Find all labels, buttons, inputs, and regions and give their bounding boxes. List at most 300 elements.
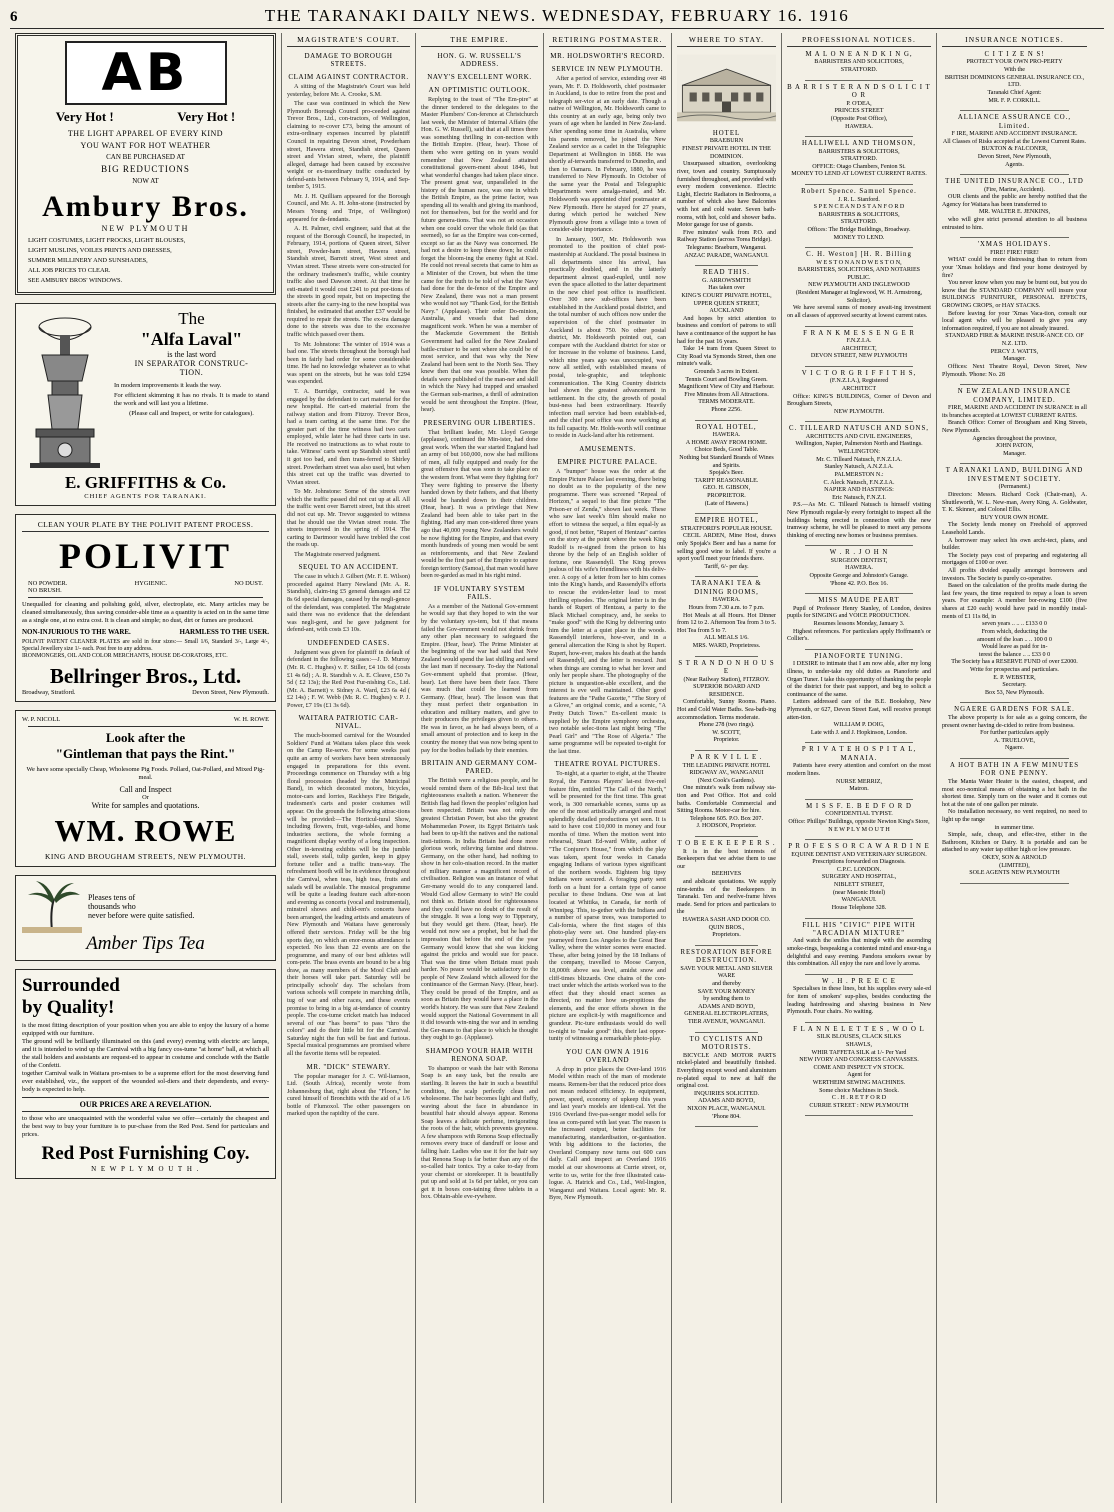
- column-body-where-to-stay: [677, 130, 776, 1127]
- ad-divider: [805, 366, 913, 367]
- redpost-p2: The ground will be brilliantly illuminated on this (and every) evening with electric arc lamps, and it is intended to wind up the Carnival with a big fancy cos-tume "at home" ball, at which all the stall holders and assistants are request-ed to appear in costume and conclude with the Battle of the Confetti.: [22, 1037, 269, 1069]
- classified-ad-line: Telephone 605. P.O. Box 207.: [689, 815, 764, 822]
- classified-ad-line: SURGERY AND HOSPITAL,: [821, 874, 897, 881]
- classified-ad-line: ADAMS AND BOYD,: [698, 1098, 755, 1105]
- column-retiring-postmaster: [544, 33, 672, 1503]
- classified-ad-line: N E W P L Y M O U T H: [828, 826, 890, 833]
- classified-ad[interactable]: [677, 660, 776, 745]
- classified-ad-line: C. Aleck Natusch, F.N.Z.I.A.: [823, 479, 895, 486]
- classified-ad[interactable]: [677, 1036, 776, 1121]
- classified-ad-title: FILL HIS "CIVIC" PIPE WITH "ARCADIAN MIXTURE": [802, 921, 916, 937]
- column-head-magistrates: MAGISTRATE'S COURT.: [287, 35, 410, 47]
- alfa-the: The: [178, 308, 205, 328]
- classified-ad[interactable]: [942, 114, 1087, 169]
- classified-ad-title: TO CYCLISTS AND MOTORISTS.: [689, 1035, 764, 1052]
- article-subhead: DAMAGE TO BOROUGH STREETS.: [304, 52, 393, 68]
- classified-ad-line: NIXON PLACE, WANGANUI.: [687, 1105, 766, 1112]
- classified-ad-line: INQUIRIES SOLICITED.: [694, 1090, 759, 1097]
- article-paragraph: A "bumper" house was the order at the Empire Picture Palace last evening, there being no doubt as to the popularity of the new programme. There was screened "Repeal of Horizon," a sequel to that fine picture "The Prison-er of Zenda," shown last week. These who saw last week's film should make no effort to witness the sequel, a film equal-ly as good, if not better, "Rupert of Hentzau" carries on the story at the point where the week King Rudolf is re-signed from the prison to his throne by the help of an English soldier of fortune, one Rassendyll. The King proves jealous of his wife's friendliness with his deliv-erer. A copy of a letter from her to him comes into the King's hands, and Rassendyll's efforts to rescue the eviden-letter lead to most thrilling episodes. The original letter is in the hands of Rupert of Hentzau, a party to the Black Michael conspiracy, and, he seeks to "make good" with the King by delivering unto him the letter at a quiet place in the woods. Rassendyll interferes, how-ever, and in a general altercation the King is shot by Rupert. Rupert, how-ever, makes his death at the hands of Rassendyll, and the letter is rescued. Just when things are coming to what her lover and only her people share. The photography of the picture is unquestion-able excellent, and the interest is eve well maintained. Other good features are the "Pathe Gazette," "The Story of a Glove," an original comic, and a scenic, "A Pretty Dutch Town." Ex-cellent music is supplied by the Empire symphony orchestra, two notable selec-tions last night being "The Pearl Girl" and "The Rose of Algeria." The same programme will be repeated to-night for the last time.: [549, 468, 667, 755]
- classified-ad-line: Grounds 3 acres in Extent.: [694, 369, 759, 376]
- article-paragraph: The case in which J. Gilbert (Mr. F. E. Wilson) proceeded against Harry Newland (Mr. A. R. Standish), claim-ing £5 general damages and £2 8s 6d special damages, caused by the negli-gence of the defendant, was completed. The Magistrate said there was no evidence that the defendant was negli-gent, and he gave judgment for defend-ant, with costs £3 10s.: [287, 573, 410, 634]
- classified-ad[interactable]: [942, 241, 1087, 379]
- classified-ad-title: W . R . J O H N: [829, 549, 889, 557]
- ad-divider: [960, 237, 1069, 238]
- article-subhead: IF VOLUNTARY SYSTEM FAILS.: [434, 584, 525, 601]
- article-subhead: WAITARA PATRIOTIC CAR-NIVAL.: [298, 714, 399, 731]
- classified-ad-line: Before leaving for your 'Xmas Vaca-tion, consult our local agent who will be pleased to give you any information required, if you are not already insured.: [942, 310, 1087, 332]
- classified-ad-title: B A R R I S T E R A N D S O L I C I T O R: [787, 83, 931, 100]
- classified-ad-line: PROPRIETOR.: [707, 493, 746, 500]
- classified-ad[interactable]: [787, 330, 931, 361]
- classified-ad-line: RIDGWAY AV., WANGANUI: [689, 770, 764, 777]
- classified-ad[interactable]: [787, 251, 931, 320]
- classified-ad[interactable]: [787, 803, 931, 834]
- classified-ad-title: C. TILLEARD NATUSCH AND SONS,: [789, 425, 929, 433]
- classified-ad-line: Five minutes' walk from P.O. and Railway Station (across Torea Bridge).: [677, 229, 776, 244]
- classified-ad-line: amount of the loan .. .. 100 0 0: [977, 636, 1052, 643]
- classified-ad-title: T O B E E K E E P E R S .: [677, 840, 776, 848]
- polivit-c1: NO POWDER.: [28, 579, 68, 587]
- classified-ad-line: E. P. WEBSTER,: [993, 674, 1036, 681]
- classified-ad-line: WILLIAM P. DOIG,: [833, 722, 885, 729]
- ambury-line1: THE LIGHT APPAREL OF EVERY KIND: [67, 129, 224, 138]
- ad-divider: [805, 799, 913, 800]
- classified-ad-line: PALMERSTON N.:: [834, 471, 884, 478]
- article-subhead: SERVICE IN NEW PLYMOUTH.: [551, 65, 664, 73]
- classified-ad[interactable]: [787, 922, 931, 969]
- classified-ad[interactable]: [942, 467, 1087, 697]
- classified-ad-line: Proprietors.: [712, 932, 741, 939]
- classified-ad-line: Phone 2256.: [711, 407, 742, 414]
- redpost-firm: Red Post Furnishing Coy.: [41, 1142, 250, 1164]
- classified-ad-line: who will give strict personal attention to all business entrusted to him.: [942, 217, 1087, 231]
- classified-ad-line: NAPIER AND HASTINGS:: [824, 487, 894, 494]
- classified-ad-line: ARCHITECT: [841, 385, 877, 392]
- classified-ad-line: Agent for: [847, 1072, 871, 1079]
- classified-ad-line: MONEY TO LEND AT LOWEST CURRENT RATES.: [791, 171, 927, 178]
- classified-ad-line: Prescriptions forwarded on Diagnosis.: [812, 859, 906, 866]
- classified-ad-line: The Manta Water Heater is the easiest, cheapest, and most eco-nomical means of obtaining a hot bath in the shortest time. Simply turn on the water and it comes out hot at the rate of one gallon per minute.: [942, 778, 1087, 808]
- classified-ad[interactable]: [787, 746, 931, 793]
- classified-ad-line: Hours from 7.30 a.m. to 7 p.m.: [688, 604, 765, 611]
- classified-ad-line: W E S T O N A N D W E S T O N,: [816, 259, 902, 266]
- alfa-p1: In modern improvements it leads the way.: [114, 381, 222, 389]
- classified-ad-line: Opposite George and Johnston's Garage.: [809, 573, 909, 580]
- ad-divider: [805, 742, 913, 743]
- classified-ad[interactable]: [787, 549, 931, 588]
- polivit-addr2: Devon Street, New Plymouth.: [192, 688, 269, 696]
- classified-ad-title: TARANAKI TEA & DINING ROOMS,: [691, 580, 762, 596]
- classified-ad-line: C . H . R E T F O R D: [831, 1095, 887, 1102]
- classified-ad-line: Taranaki Chief Agent:: [987, 89, 1042, 96]
- classified-ad-title: C. H. Weston] [H. R. Billing: [806, 251, 912, 259]
- alfa-name: "Alfa Laval": [140, 328, 243, 349]
- classified-ad-title: HOTEL: [712, 130, 741, 137]
- classified-ad-line: UPPER QUEEN STREET, AUCKLAND: [693, 300, 760, 315]
- classified-ad-line: HAWERA.: [845, 565, 873, 572]
- article-paragraph: To-night, at a quarter to eight, at the Theatre Royal, the Famous Players' lat-est five-reel feature film, entitled "The Call of the North," will be presented for the first time. This great work, is 300 remarkable scenes, sums up as one of the most artistically arranged and most splendidly detailed productions yet seen. It is said to have cost £10,000 in money and four months of time. When the motion went into rehearsal, Stuart Ed-ward White, author of "The Conjurer's House," from which the play was taken, spent four weeks in Canada engaging Indians of various types significant of the northern woods. Eighteen big tipsy Indians were secured. A foraging party sent forth on a hunt for a certain type of canoe peculiar to these Indians. One was at last located at Whitika, in Canada, far north of Winnipeg. This, to-gether with the Indians and a number of sparse trees, was transported to Cali-fornia, where the first stages of this photo-play were set. One hundred play-ers journeyed from Los Angeles to the Great Bear Valley, where the winter scenes were enacted. These, after being joined by the 18 Indians of the company, travelled to Moose Canyon, 18,000ft above sea level, amidst snow and cliff-times blizzards. One chains of the con-tract under which the artists worked was to the effect that they should enact scenes as directed, no matter how un-propitious the elements, and the enor efforts shown in the picture are explicit-ly with magnificence and grandeur. Pic-ture enthusiasts would do well to-night to "make good" this, their last oppor-tunity of witnessing a remarkable photo-play.: [549, 770, 666, 1043]
- classified-ad-line: THE LEADING PRIVATE HOTEL: [682, 762, 771, 769]
- column-body-professional: [787, 51, 931, 1116]
- ad-divider: [805, 839, 913, 840]
- ad-divider: [695, 420, 758, 421]
- classified-ad-line: Highest references. For particulars apply Hoffmann's or Collier's.: [787, 628, 931, 643]
- classified-ad-line: BUXTON & FALCONER,: [981, 146, 1048, 153]
- classified-ad[interactable]: [677, 754, 776, 831]
- alfa-p2: For efficient skimming it has no rivals. It is made to stand the work and will last you a lifetime.: [114, 391, 269, 407]
- classified-ad-line: TARIFF REASONABLE.: [694, 477, 759, 484]
- ad-wm-rowe[interactable]: [15, 710, 276, 867]
- classified-ad-title: N EW ZEALAND INSURANCE COMPANY, LIMITED.: [957, 388, 1072, 404]
- article-paragraph: Judgment was given for plaintiff in default of defendant in the following cases:—J. D. Murray (Mr. R. C. Hughes) v. F. Stiller, £4 10s 6d (costs £1 4s 6d) ; A. R. Standish v. A. E. Cleave, £50 7s 5d ( £2 13s); the Red Post Fur-nishing Co., Ltd. (Mr. A. Barnett) v. Sidney A. Ward, £23 6s 4d ( £2 14s) ; F. W. Webb (Mr. R. C. Hughes) v. P. J. Power, £7 19s (£1 3s 6d).: [287, 648, 410, 709]
- classified-ad-line: ANZAC PARADE, WANGANUI.: [684, 252, 769, 259]
- classified-ad-line: WANGANUI.: [841, 897, 877, 904]
- classified-ad-line: You never know when you may be burnt out, but you do know that the STANDARD COMPANY will insure your BUILDINGS FURNITURE, PERSONAL EFFECTS, GROWING CROPS, or HAY STACKS.: [942, 280, 1087, 310]
- polivit-p1: Unequalled for cleaning and polishing gold, silver, electroplate, etc. Many articles may be cleaned simultaneously, thus saving consider-able time as a quantity is acted on in the same time as a single one, at no extra cost. It is clean and simple; no dust, dirt or fumes are produced.: [22, 600, 269, 624]
- classified-ad-line: FIRE, MARINE AND ACCIDENT IN SURANCE in all its branches accepted at LOWEST CURRENT RATES.: [942, 405, 1087, 419]
- classified-ad-line: (Opposite Post Office),: [830, 115, 888, 122]
- classified-ad[interactable]: [677, 580, 776, 650]
- ad-divider: [695, 656, 758, 657]
- article-paragraph: To Mr. Johnstone: The winter of 1914 was a bad one. The streets throughout the borough had been in fairly bad order for some considerable time. He had no knowledge whatever as to what was spent on the streets, but he was told £294 was expended.: [287, 340, 410, 386]
- classified-ad-line: 'Phone 42. P.O. Box 16.: [830, 580, 888, 587]
- ad-divider: [805, 247, 913, 248]
- ambury-body1: LIGHT COSTUMES, LIGHT FROCKS, LIGHT BLOUSES,: [28, 236, 186, 244]
- ad-divider: [695, 265, 758, 266]
- classified-ad-line: GENERAL ELECTROPLATERS, TIER AVENUE, WANGANUI.: [684, 1011, 769, 1026]
- classified-ad[interactable]: [942, 178, 1087, 232]
- classified-ad-line: Manager.: [1003, 450, 1026, 457]
- classified-ad-title: F L A N N E L E T T E S , W O O L: [793, 1025, 925, 1033]
- classified-ad-line: TERMS MODERATE.: [698, 399, 755, 406]
- alfa-sub2: IN SEPARATOR CONSTRUC-: [134, 358, 249, 368]
- classified-ad-line: Eric Natusch, F.N.Z.I.: [832, 494, 886, 501]
- article-paragraph: Replying to the toast of "The Em-pire" at the dinner tendered to the delegates to the Master Plumbers' Con-ference at Christchurch last week, the Minister of Internal Affairs (the Hon. G. W. Russell), said that at all times there was something thrilling in con-nection with the British Empire. (Hear, hear). Those of them who were getting on in years would remember that New Zealand attained constitutional govern-ment about 1846, but what wonderful changes had taken place since. The present great war, unparalleled in the history of the human race, was one in which the British Empire, as the prime factor, was spending all its wealth and giving its manhood, not for themselves, but for the world and for future genera-tions. That was not an occasion when one could cover the whole field (as that seemed), so far as the Empire was con-cerned, except so far as the Navy was concerned. He had not a desire to keep these down; he could forget the bloom-ing the enemy fight at Kiel. He could not reveal secrets that came to him as a Minister of the Crown, but when the time came for the truth to be told of what the Navy had done for the de-fence of the Empire and New Zealand, there was not a man present who would not say "Thank God, for the British Navy." (Applause). Their order Do-minion, Australia, and vessels that had done magnificent work. When he was a member of the Mackenzie Government the British Government had called for the New Zealand battle-cruiser to be sent where she could be of most service, and that was why the New Zealand had been sent to the North Sea. They knew then that one was possible. When the details were published of the man-ner and skill in which the Navy had trapped and smashed the German sub-marines, a thrill of admiration would be sent throughout the Empire. (Hear, hear).: [421, 96, 538, 414]
- ad-divider: [960, 384, 1069, 385]
- classified-ad[interactable]: [787, 653, 931, 738]
- classified-ad[interactable]: [787, 843, 931, 912]
- ambury-name: Ambury Bros.: [42, 189, 249, 223]
- classified-ad-line: F IRE, MARINE AND ACCIDENT INSURANCE.: [951, 131, 1078, 138]
- classified-ad-title: T ARANAKI LAND, BUILDING AND INVESTMENT SOCIETY.: [945, 467, 1084, 483]
- classified-ad[interactable]: [787, 51, 931, 75]
- article-paragraph: The British were a religious people, and he would remind them of the Bib-lical text that righteousness exalteth a nation. Whenever the British flag had flown the peoples' religion had been respected. Britain was not only the greatest Christian Power, but also the greatest Mohammedan Power, its Egypt Britain's task had been to up-lift the natives and the national insti-tutions. In India Britain had done more glorious work, relieving famine and distress. Germany, on the other hand, had nothing to show in her colo-nisation record. In the matter of military manner a magnificent record of civilisation. Religion was an instance of what Ger-many would do to any conquered land. Would God allow Germany to win? He could not think so. Britain stood for righteousness and they could have no doubt of the result of the struggle. It was a long way to Tipperary, but they would get there. (Hear, hear). He would not now see a prophet, but he had the impression that before the end of the year Germany would know that she was kicking against the pricks and would sue for peace. That was the time when Britain must push harder. No peace would be satisfactory to the people of New Zealand which allowed for the continuance of the German Navy. (Hear, hear). They could be proud of the Empire, and as soon as Britain they would have a place in the world's history. He was sure that New Zealand would support the National Government in all it did towards win-ning the war and in sending the Ger-mans to that place to which he thought they ought to go. (Applause).: [421, 777, 538, 1042]
- classified-ad-title: A HOT BATH IN A FEW MINUTES FOR ONE PENNY.: [949, 761, 1080, 778]
- column-head-empire: THE EMPIRE.: [421, 35, 538, 47]
- classified-ad-line: Office: KING'S BUILDINGS, Corner of Devon and Brougham Streets,: [787, 393, 931, 408]
- classified-ad-line: WERTHEIM SEWING MACHINES.: [812, 1079, 906, 1086]
- ad-divider: [695, 1126, 758, 1127]
- classified-ad-line: BRAEBURN: [709, 138, 744, 145]
- ambury-hot-right: Very Hot !: [177, 109, 236, 124]
- classified-ad-line: Tennis Court and Bowling Green.: [685, 376, 768, 383]
- ad-ambury-bros[interactable]: [15, 33, 276, 295]
- classified-ad-line: Proprietor.: [713, 737, 740, 744]
- article-subhead: AN OPTIMISTIC OUTLOOK.: [428, 86, 531, 94]
- alfa-sub: is the last word: [167, 349, 216, 359]
- polivit-c2: HYGIENIC.: [134, 579, 168, 587]
- redpost-addr: N E W P L Y M O U T H .: [91, 1164, 200, 1173]
- ambury-body4: ALL JOB PRICES TO CLEAR.: [28, 266, 111, 274]
- classified-ad-line: Specialises in these lines, but his supplies every sale-ed for item of smokers' sup-plies, besides conducting the leading hairdressing and shaving business in New Plymouth. Four chairs. No waiting.: [787, 986, 931, 1016]
- classified-ad-line: SAVE YOUR MONEY: [697, 988, 756, 995]
- rowe-name2: W. H. ROWE: [233, 715, 269, 723]
- classified-ad-line: (Late of Hawera.): [704, 500, 749, 507]
- column-body-postmaster: [549, 52, 666, 1202]
- ad-divider: [960, 463, 1069, 464]
- classified-ad-line: Nothing but Standard Brands of Wines and Spirits.: [679, 455, 774, 469]
- classified-ad[interactable]: [787, 188, 931, 242]
- classified-ad[interactable]: [787, 978, 931, 1017]
- classified-ad[interactable]: [787, 597, 931, 644]
- classified-ad-line: QUIN BROS.,: [708, 924, 745, 931]
- classified-ad-line: STANDARD FIRE & MARINE INSUR-ANCE CO. OF N.Z. LTD.: [945, 333, 1084, 348]
- classified-ad[interactable]: [942, 762, 1087, 878]
- classified-ad[interactable]: [787, 84, 931, 131]
- classified-ad-line: Tariff, 6/- per day.: [704, 563, 749, 570]
- ad-divider: [695, 1032, 758, 1033]
- classified-ad-line: Would leave as paid for in-: [981, 644, 1048, 651]
- amber-l2: thousands who: [88, 902, 136, 912]
- classified-ad-line: Resumes lessons Monday, January 3.: [813, 621, 905, 628]
- ad-divider: [805, 649, 913, 650]
- classified-ad-line: BEEHIVES: [711, 871, 742, 878]
- polivit-slogan2: HARMLESS TO THE USER.: [179, 627, 269, 636]
- classified-ad[interactable]: [787, 1026, 931, 1111]
- classified-ad-line: MR. F. P. CORKILL.: [988, 97, 1041, 104]
- classified-ad-line: PRINCES STREET: [834, 108, 884, 115]
- article-subhead: MR. HOLDSWORTH'S RECORD.: [550, 52, 665, 60]
- polivit-trade: IRONMONGERS, OIL AND COLOR MERCHANTS, HOUSE DE-CORATORS, ETC.: [22, 652, 228, 659]
- classified-ad-title: NGAERE GARDENS FOR SALE.: [954, 706, 1075, 714]
- classified-ad-line: NURSE MERRIZ,: [835, 778, 883, 785]
- hotel-braeburn-illustration: [677, 51, 776, 125]
- classified-ad-line: A. TRUELOVE,: [993, 737, 1036, 744]
- article-subhead: BRITAIN AND GERMANY COM-PARED.: [421, 759, 538, 776]
- column-magistrates-court: [282, 33, 416, 1503]
- article-paragraph: Mr. J. H. Quilliam appeared for the Borough Council, and Mr. A. H. John-stone (instructed by Messrs Young and Tripe, of Wellington) appeared for de-fendants.: [287, 192, 410, 223]
- classified-ad-line: Matron.: [849, 786, 869, 793]
- ambury-line4: BIG REDUCTIONS: [101, 163, 190, 174]
- classified-ad-line: GEO. H. GIBSON,: [702, 485, 751, 492]
- classified-ad[interactable]: [677, 130, 776, 260]
- column-head-professional: PROFESSIONAL NOTICES.: [787, 35, 931, 47]
- classified-ad[interactable]: [677, 517, 776, 571]
- classified-ad-title: F R A N K M E S S E N G E R: [803, 329, 915, 337]
- classified-ad-title: MISS MAUDE PEART: [818, 597, 900, 605]
- classified-ad-line: CECIL ARDEN, Mine Host, draws only Spojak's Beer and has a name for selling good wine to label. If you're a sport you'll meet your friends there.: [677, 533, 776, 563]
- article-subhead: UNDEFENDED CASES.: [307, 638, 390, 647]
- column-head-where-to-stay: WHERE TO STAY.: [677, 35, 776, 47]
- article-subhead: YOU CAN OWN A 1916 OVERLAND: [566, 1047, 649, 1064]
- classified-ad-line: Branch Office: Corner of Brougham and King Streets, New Plymouth.: [942, 420, 1087, 434]
- classified-ad-line: seven years .. .. .. £133 0 0: [982, 621, 1047, 628]
- classified-ad-line: CONFIDENTIAL TYPIST.: [825, 811, 893, 818]
- classified-ad-line: I DESIRE to intimate that I am now able, after my long illness, to under-take my old duties as Pianoforte and Organ Tuner. I take this opportunity of thanking the people of the district for their past support, and beg to solicit a continuance of the same.: [787, 661, 931, 698]
- column-advertisements: [10, 33, 282, 1503]
- classified-ad-line: CURRIE STREET : NEW PLYMOUTH: [809, 1102, 909, 1109]
- classified-ad[interactable]: [942, 51, 1087, 105]
- classified-ad-line: The Society pays cost of preparing and registering all mortgages of £100 or over.: [942, 552, 1087, 567]
- classified-ad-line: HAWERA SASH AND DOOR CO.: [682, 917, 771, 924]
- classified-ad-line: The above property is for sale as a going concern, the present owner having de-cided to retire from business.: [942, 714, 1087, 729]
- classified-ad-line: Unsurpassed situation, overlooking river, town and country. Sumptuously furnished throughout, and provided with every modern convenience. Electric Light, Electric Radiators in Bedrooms, a number of which also have Balconies with hot and cold water. Seven bath-rooms, with hot, cold and shower baths. Motor garage for use of guests.: [677, 161, 776, 229]
- classified-ad-title: P R I V A T E H O S P I T A L, MANAIA.: [801, 746, 917, 762]
- classified-ad[interactable]: [787, 425, 931, 540]
- article-paragraph: That brilliant leader, Mr. Lloyd George (applause), continued the Min-ister, had done great work. When the war started England had an army of but 160,000, now she had millions of men, all fully equipped and ready for the great offensive that was soon to take place on the western front. What were they fighting for? They were fighting to preserve the liberty handed down by their fathers, and that liberty would be handed down to their children. (Hear, hear). It was a privilege that New Zealand had been able to take part in the fighting. Had any man con-sidered three years ago that 40,000 young New Zealanders would be now fighting for the Empire, and that every month hundreds of young men would be sent as reinforcements, and that New Zealand would be the first part of the Empire to capture foreign territory (Samoa), that man would have been re-garded as mad in his right mind.: [421, 428, 539, 580]
- masthead-title: THE TARANAKI DAILY NEWS. WEDNESDAY, FEBRUARY 16. 1916: [264, 6, 850, 25]
- classified-ad-title: V I C T O R G R I F F I T H S,: [801, 369, 917, 377]
- classified-ad-line: Agencies throughout the province,: [972, 435, 1057, 442]
- classified-ad-line: Wellington, Napier, Palmerston North and Hastings.: [795, 441, 923, 448]
- article-subhead: NAVY'S EXCELLENT WORK.: [427, 73, 532, 81]
- classified-ad-line: NEW PLYMOUTH AND INGLEWOOD: [808, 282, 910, 289]
- classified-ad[interactable]: [787, 140, 931, 179]
- article-paragraph: In January, 1907, Mr. Holdsworth was promoted to the position of chief post-mastership at Auckland. The postal business in all departments since his arrival, has practically doubled, and in the latterly department almost quad-rupled, until now even the space allotted to the latter department in the new chief post office is insufficient. Over 300 new sub-offices have been established in the Auckland postal district, and the total number of such offices now under the supervision of the chief postmaster in Auckland is about 750. No other postal district, Mr. Holdsworth pointed out, can compare with the Auckland district for size or for increase in the volume of business. Land, which nine years ago was unoccupied, was now all settled, with established means of postal, tele-graphic, and telephonic communication. The King Country districts had shown the greatest advancement in settlement. In the city, the growth of postal busi-ness had been extraordinary. Heavily infection mail service had been establish-ed, and the chief post office was now working at its full capacity. Mr. Holds-worth will continue to reside in Auck-land after his retirement.: [549, 235, 666, 440]
- ad-divider: [695, 945, 758, 946]
- ambury-line5: NOW AT: [132, 177, 159, 185]
- classified-ad-line: P.S.—As Mr. C. Tilleard Natusch is himself visiting New Plymouth regular-ly every fortnight to inspect all the buildings being erected in connection with the new tramway scheme, he will be pleased to meet any persons thinking of erecting new homes or business premises.: [787, 502, 931, 539]
- classified-ad-line: SUPERIOR BOARD AND RESIDENCE.: [693, 684, 760, 698]
- separator-illustration: [22, 309, 108, 469]
- polivit-addr1: Broadway, Stratford.: [22, 688, 76, 696]
- classified-ad-line: STRATFORD'S POPULAR HOUSE.: [680, 525, 773, 532]
- amber-l3: never before were quite satisfied.: [88, 911, 195, 921]
- classified-ad-line: Write for prospectus and particulars.: [970, 666, 1059, 673]
- classified-ad-line: A borrower may select his own archi-tect, plans, and builder.: [942, 537, 1087, 552]
- article-paragraph: The popular manager for J. C. Wil-liamson, Ltd. (South Africa), recently wrote from Johannesburg that, right about the "Floors," he cured himself of Bronchitis with the aid of a 1/6 bottle of Flumoxol. The other passengers on marked upon the rapidity of the cure.: [287, 1072, 410, 1118]
- redpost-p4: to those who are unacquainted with the wonderful value we offer—certainly the cheapest and the best way to buy your furniture is to pur-chase from the Red Post. Send for particulars and prices.: [22, 1114, 269, 1138]
- classified-ad-line: DEVON STREET, NEW PLYMOUTH: [810, 353, 908, 360]
- classified-ad-line: The Society lends money on Freehold of approved Leasehold Lands.: [942, 522, 1087, 536]
- classified-ad-line: 'Phone 804.: [712, 1113, 741, 1120]
- classified-ad[interactable]: [677, 949, 776, 1027]
- classified-ad-line: ARCHITECTS AND CIVIL ENGINEERS,: [805, 433, 913, 440]
- rowe-p2: Call and Inspect: [119, 784, 172, 794]
- classified-ad-line: Offices: Next Theatre Royal, Devon Street, New Plymouth. 'Phone: No. 28: [942, 363, 1087, 378]
- classified-ad-title: THE UNITED INSURANCE CO., LTD: [945, 178, 1084, 186]
- classified-ad-line: EQUINE DENTIST AND VETERINARY SURGEON.: [791, 851, 927, 858]
- classified-ad-title: W . H . P R E E C E: [822, 977, 896, 985]
- classified-ad-title: M I S S F. E. B E D F O R D: [806, 802, 912, 810]
- classified-ad-line: SILK BLOUSES, CLACK SILKS: [816, 1034, 902, 1041]
- classified-ad[interactable]: [787, 370, 931, 417]
- ad-divider: [805, 918, 913, 919]
- classified-ad-line: MONEY TO LEND.: [833, 234, 885, 241]
- page-folio: 6: [10, 9, 18, 25]
- article-paragraph: The much-boomed carnival for the Wounded Soldiers' Fund at Waitara takes place this week on the Camp Re-serve. For some weeks past quite an army of workers have been strenuously engaged in preparations for this event. Proceedings commence on Thursday with a big floral procession (headed by the Municipal Band), in which decorated motors, bicycles, motor-cars and lorries, Rackheys Fire Brigade, tradesmen's carts and poster costumes will appear. On the grounds the following attrac-tions will be provided:—The Horticul-tural Show, including flowers, fruit, vege-tables, and home industries sections, the whole forming a magnificent display worthy of a long inspection. Other in-teresting exhibits will be the jumble stall, sweets stall, tulip garden, keep in gipsy fortune teller and a traffic trans-way. The refreshment booth will be in evidence throughout the Carnival, when teas, high teas, fruits and salads will be available. The musical programme will be quite a leading feature each after-noon and evening as concerts (vocal and instrumental), minstrel shows and child-ren's concerts have been arranged, the leading artists and amateurs of New Plymouth and Waitara have generously offered their services. Friday will be the big sports day, on which an enor-mous attendance is expected. No less than 22 events are on the programme, and many of our best athletes will com-pete. The brass events are bound to be a big draw, as many members of the Mool Club and their horses will take part. Saturday will be principally schools' day. The scholars from various schools will compete in marching drills, tug of war and other races, and these events promise to bring in a big at-tendance of country people. The cos-tume cricket match has induced several of our "has beens" to pass "thro the colors" and do their little bit for the Carnival. Saturday night the fun will be fast and furious. Special musical programmes are promised where all the favorite items will be repeated.: [287, 732, 410, 1057]
- article-subhead: PRESERVING OUR LIBERTIES.: [423, 418, 536, 427]
- classified-ad-title: C I T I Z E N S!: [984, 51, 1045, 58]
- column-head-insurance: INSURANCE NOTICES.: [942, 35, 1087, 47]
- classified-ad-title: M A L O N E A N D K I N G,: [805, 51, 913, 58]
- ad-red-post-furnishing[interactable]: [15, 969, 276, 1179]
- classified-ad-line: STRATFORD.: [840, 67, 878, 74]
- classified-ad-line: SHAWLS,: [845, 1041, 873, 1048]
- classified-ad-title: Robert Spence. Samuel Spence.: [801, 188, 917, 196]
- column-head-postmaster: RETIRING POSTMASTER.: [549, 35, 666, 47]
- classified-ad-line: JOHN PATON,: [995, 443, 1034, 450]
- redpost-h2: by Quality!: [22, 996, 115, 1018]
- ambury-place: NEW PLYMOUTH: [101, 223, 190, 233]
- classified-ad[interactable]: [677, 269, 776, 414]
- classified-ad-line: ADAMS AND BOYD,: [698, 1003, 755, 1010]
- ad-divider: [805, 184, 913, 185]
- classified-ad-line: Pupil of Professor Henry Stanley, of London, desires pupils for SINGING and VOICE PRODUCTION.: [787, 605, 931, 620]
- ad-divider: [960, 883, 1069, 884]
- classified-ad-line: Based on the calculation of the profits made during the last few years, the time required to repay a loan is seven years. For example: A member bor-rowing £100 (five shares at £20 each) would have paid in monthly instal-ments of £1 11s 8d, in: [942, 583, 1087, 620]
- ad-divider: [695, 576, 758, 577]
- classified-ad-line: No installation necessary, no vent required, no need to light up the range: [942, 809, 1087, 823]
- masthead: [10, 6, 1104, 29]
- polivit-name: POLIVIT: [58, 535, 233, 576]
- classified-ad-line: Hot Meals at all Hours. Hot Dinner from 12 to 2. Afternoon Tea from 3 to 5. Hot Tea from 5 to 7.: [677, 612, 776, 634]
- classified-ad-title: PIANOFORTE TUNING.: [814, 652, 904, 660]
- column-body-magistrates: [287, 52, 410, 1118]
- classified-ad[interactable]: [677, 840, 776, 940]
- classified-ad-line: BICYCLE AND MOTOR PARTS nickel-plated and beautifully finished. Everything except wood and aluminium re-plated equal to new at half the original cost.: [677, 1052, 776, 1090]
- article-subhead: SEQUEL TO AN ACCIDENT.: [298, 563, 399, 572]
- article-subhead: EMPIRE PICTURE PALACE.: [557, 458, 658, 466]
- classified-ad-line: (Resident Manager at Inglewood, W. H. Armstrong, Solicitor).: [795, 290, 923, 304]
- ad-divider: [960, 110, 1069, 111]
- classified-ad-line: (Near Railway Station), FITZROY.: [683, 676, 770, 683]
- column-body-insurance: [942, 51, 1087, 884]
- classified-ad-line: PERCY J. WATTS,: [990, 348, 1039, 355]
- classified-ad-line: Five Minutes from All Attractions.: [684, 391, 769, 398]
- ad-amber-tips-tea[interactable]: [15, 875, 276, 961]
- classified-ad[interactable]: [942, 388, 1087, 458]
- classified-ad-title: RESTORATION BEFORE DESTRUCTION.: [680, 948, 773, 965]
- classified-ad-line: NEW IVORY AND CONGRESS CANVASSES.: [799, 1057, 919, 1064]
- classified-ad-line: Take 14 tram from Queen Street to City Road via Symonds Street, then one minute's walk.: [677, 346, 776, 368]
- ad-divider: [805, 545, 913, 546]
- classified-ad-line: (Fire, Marine, Accident).: [984, 186, 1045, 193]
- classified-ad-line: COME AND INSPECT v'N STOCK.: [813, 1064, 905, 1071]
- classified-ad-line: SOLE AGENTS NEW PLYMOUTH: [969, 870, 1060, 877]
- alfa-role: CHIEF AGENTS FOR TARANAKI.: [84, 492, 207, 500]
- classified-ad[interactable]: [677, 424, 776, 509]
- classified-ad-line: NIBLETT STREET,: [833, 882, 885, 889]
- column-insurance-notices: [937, 33, 1092, 1503]
- classified-ad-line: Agents.: [1005, 161, 1024, 168]
- classified-ad-title: P A R K V I L L E .: [690, 754, 763, 762]
- ad-polivit[interactable]: [15, 514, 276, 702]
- classified-ad-title: READ THIS.: [703, 269, 750, 277]
- ad-alfa-laval[interactable]: [15, 303, 276, 506]
- classified-ad[interactable]: [942, 706, 1087, 753]
- rowe-firm: WM. ROWE: [54, 812, 237, 848]
- classified-ad-line: Has taken over: [708, 285, 745, 292]
- column-body-empire: [421, 52, 538, 1201]
- classified-ad-line: Phone 278 (two rings).: [698, 722, 755, 729]
- classified-ad-line: FINEST PRIVATE HOTEL IN THE DOMINION.: [682, 146, 771, 160]
- redpost-p3: together Carnival walk in Waitara pro-mises to be a supreme effort for the most deserving fund ever established, viz., the support of the wounded sol-diers and their dependents, and every-body is expected to help.: [22, 1069, 269, 1093]
- article-paragraph: The case was continued in which the New Plymouth Borough Council pro-ceeded against Trevor Bros., Ltd., con-tractors, of Wellington, claiming to re-cover £73, being the amount of extra-ordinary expenses incurred by plaintiff Council in repairing Devon street, Powderham street, Hawera street, Standish street, Queen street and Vivian street, where, the plaintiff alleged, damage had been caused by excessive weight or ex-traordinary traffic conducted by defend-ants between February 9, 1914, and Sep-tember 5, 1915.: [287, 100, 410, 191]
- article-paragraph: The Magistrate reserved judgment.: [294, 550, 381, 558]
- ambury-body2: LIGHT MUSLINS, VOILES PRINTS AND DRESSES,: [28, 246, 172, 254]
- classified-ad-line: (Next Cook's Gardens).: [697, 777, 756, 784]
- classified-ad-line: All Classes of Risks accepted at the Lowest Current Rates.: [942, 138, 1087, 145]
- article-paragraph: After a period of service, extending over 48 years, Mr. F. D. Holdsworth, chief postmaster in Auckland, is due to retire from the post and telegraph ser-vice at an early date. Though a native of Wellington, Mr. Holdsworth came to this country at an early age, being only two years of age when he landed in New Zea-land. After spending some time in Australia, where his parents removed, he joined the New Zealand service as a cadet in the Telegraphic Department at Wellington in 1868. He was shortly af-terwards transferred to Dunedin, and then to Oamaru. In February, 1880, he was transferred to New Plymouth. In October of the same year the Postal and Telegraphic Departments were amalga-mated, and Mr. Holdsworth was appointed chief postmaster at New Plymouth. Here he stayed for 27 years, during which period he watched New Plymouth grow from a village into a town of consider-able importance.: [549, 75, 666, 234]
- classified-ad-line: FIRE! FIRE! FIRE!: [990, 249, 1039, 256]
- classified-ad-title: P R O F E S S O R C A W A R D I N E: [788, 843, 930, 851]
- ad-divider: [805, 1022, 913, 1023]
- classified-ad-line: STRATFORD.: [840, 156, 878, 163]
- ad-divider: [960, 758, 1069, 759]
- ad-divider: [960, 174, 1069, 175]
- alfa-p3: (Please call and Inspect, or write for catalogues).: [129, 409, 254, 417]
